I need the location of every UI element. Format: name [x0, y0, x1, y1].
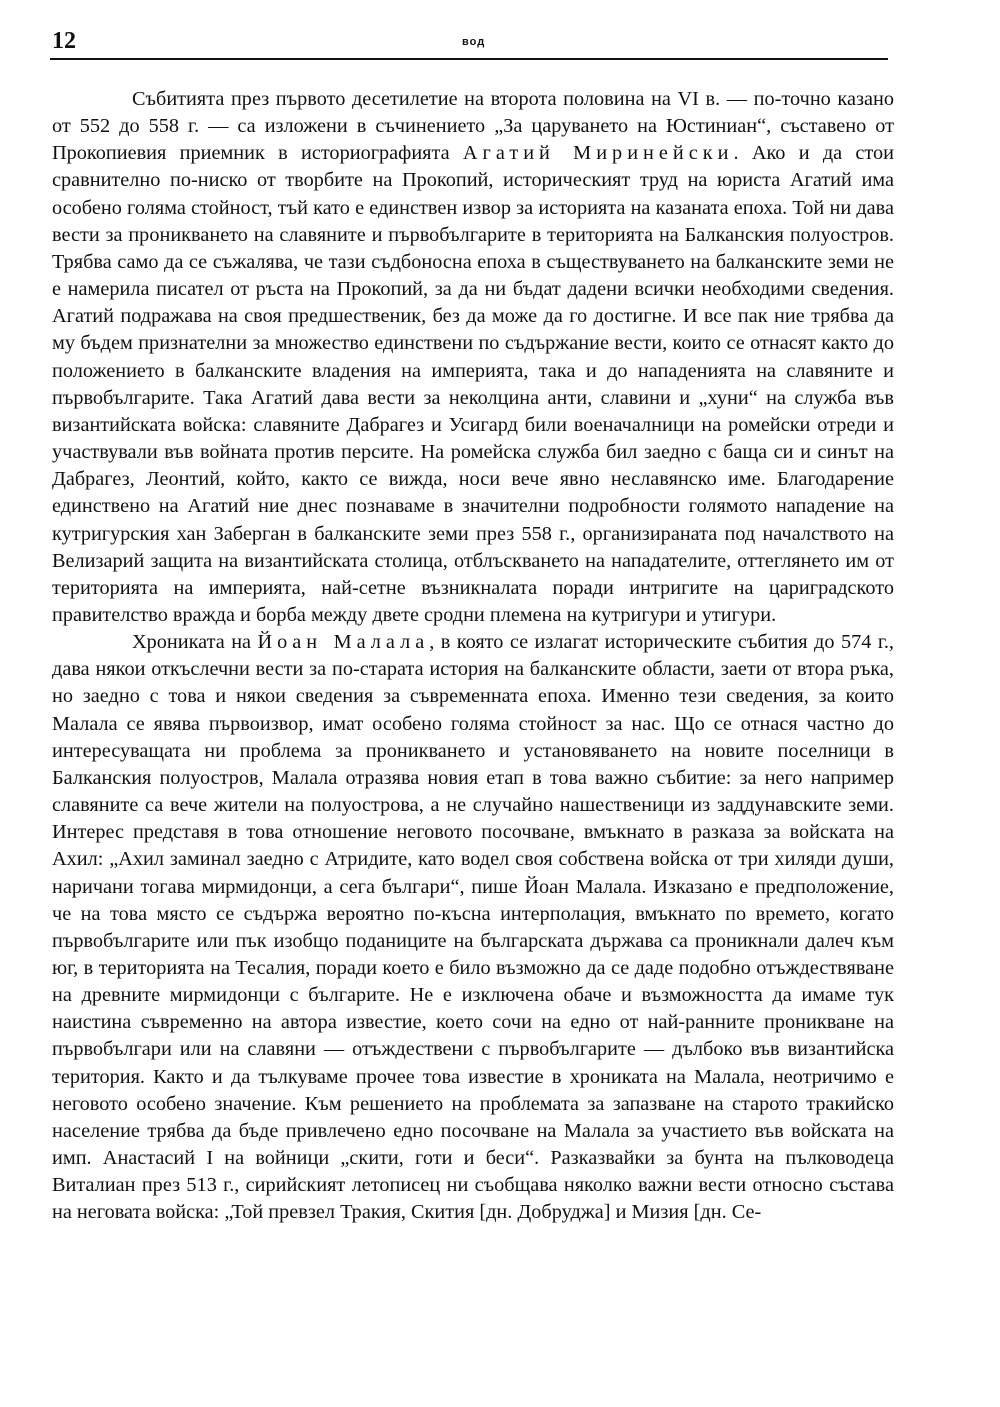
author-name-malalas: Йоан Малала [257, 631, 430, 654]
paragraph-text: , в която се излагат историческите събития до 574 г., дава някои откъслечни вести за по-старата история на балканските области, заети от втора ръка, но заедно с това и някои сведения за съвременната епоха. Именно тези сведения, за които Малала се явява първоизвор, имат особено голяма стойност за нас. Що се отнася частно до интересуващата ни проблема за проникването и установяването на новите поселници в Балканския полуостров, Малала отразява новия етап в това важно събитие: за него например славяните са вече жители на полуострова, а не случайно нашественици из заддунавските земи. Интерес представя в това отношение неговото посочване, вмъкнато в разказа за войската на Ахил: „Ахил заминал заедно с Атридите, като водел своя собствена войска от три хиляди души, наричани тогава мирмидонци, а сега българи“, пише Йоан Малала. Изказано е предположение, че на това място се съдържа вероятно по-късна интерполация, вмъкнато по времето, когато първобългарите или пък изобщо поданиците на българската държава са проникнали далеч към юг, в територията на Тесалия, поради което е било възможно да се даде подобно отъждествяване на древните мирмидонци с българите. Не е изключена обаче и възможността да имаме тук наистина съвременно на автора известие, което сочи на едно от най-ранните проникване на първобългари или на славяни — отъждествени с първобългарите — дълбоко във византийска територия. Както и да тълкуваме прочее това известие в хрониката на Малала, неотричимо е неговото особено значение. Към решението на проблемата за запазване на старото тракийско население трябва да бъде привлечено едно посочване на Малала за участието във войската на имп. Анастасий I на войници „скити, готи и беси“. Разказвайки за бунта на пълководеца Виталиан през 513 г., сирийският летописец ни съобщава няколко важни вести относно състава на неговата войска: „Той превзел Тракия, Скития [дн. Добруджа] и Мизия [дн. Се- [52, 631, 894, 1224]
header-rule [50, 58, 888, 60]
paragraph-text: Хрониката на [132, 631, 258, 654]
paragraph-malalas [52, 629, 894, 1226]
author-name-agathias: Агатий Миринейски [462, 142, 734, 165]
body-text [52, 86, 894, 1227]
paragraph-agathias [52, 86, 894, 629]
page-header [50, 22, 888, 60]
paragraph-text: Събитията през първото десетилетие на второта половина на VI в. — по-точно казано от 552 до 558 г. — са изложени в съчинението „За царуването на Юстиниан“, съставено от Прокопиевия приемник в историографията [52, 88, 894, 165]
paragraph-text: . Ако и да стои сравнително по-ниско от творбите на Прокопий, историческият труд на юриста Агатий има особено голяма стойност, тъй като е единствен извор за историята на казаната епоха. Той ни дава вести за проникването на славяните и първобългарите в територията на Балканския полуостров. Трябва само да се съжалява, че тази съдбоносна епоха в съществуването на балканските земи не е намерила писател от ръста на Прокопий, за да ни бъдат дадени всички необходими сведения. Агатий подражава на своя предшественик, без да може да го достигне. И все пак ние трябва да му бъдем признателни за множество единствени по съдържание вести, които се отнасят както до положението в балканските владения на империята, така и до нападенията на славяните и първобългарите. Така Агатий дава вести за неколцина анти, славини и „хуни“ на служба във византийската войска: славяните Дабрагез и Усигард били военачалници на ромейски отреди и участвували във войната против персите. На ромейска служба бил заедно с баща си и синът на Дабрагез, Леонтий, който, както се вижда, носи вече явно неславянско име. Благодарение единствено на Агатий ние днес познаваме в значителни подробности голямото нападение на кутригурския хан Заберган в балканските земи през 558 г., организираната под началството на Велизарий защита на византийската столица, отблъскването на нападателите, оттеглянето им от територията на империята, най-сетне възникналата поради интригите на цариградското правителство вражда и борба между двете сродни племена на кутригури и утигури. [52, 142, 895, 626]
page-number: 12 [52, 28, 76, 54]
running-head: вод [462, 36, 486, 48]
